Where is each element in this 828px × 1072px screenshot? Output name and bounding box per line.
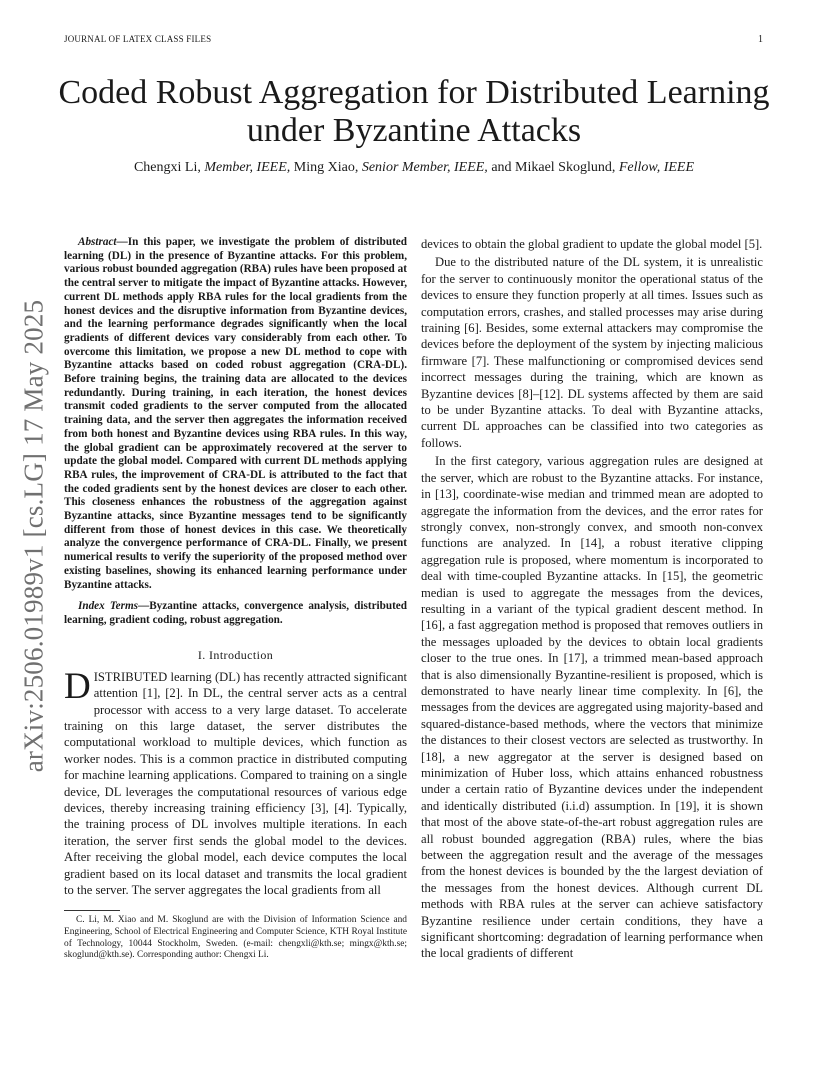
intro-paragraph-2: Due to the distributed nature of the DL system, it is unrealistic for the server to continuously monitor the operational status of the devices to ensure they function properly at all times. Issues such as computation errors, crashes, and stalled processes may arise during training [6]. Besides, some external attackers may compromise the devices before the deployment of the system by injecting malicious firmware [7]. These malfunctioning or compromised devices send incorrect messages during the training, which are known as Byzantine devices [8]–[12]. DL systems affected by them are said to be under Byzantine attacks. To deal with Byzantine attacks, current DL approaches can be classified into two categories as follows. xyxy=(421,255,763,450)
arxiv-identifier-text: arXiv:2506.01989v1 [cs.LG] 17 May 2025 xyxy=(18,299,49,773)
abstract xyxy=(64,236,407,592)
arxiv-side-identifier xyxy=(6,296,62,776)
author-1-role: Member, IEEE, xyxy=(204,160,291,175)
page-number: 1 xyxy=(758,34,763,45)
affiliation-footnote: C. Li, M. Xiao and M. Skoglund are with the Division of Information Science and Engineering, School of Electrical Engineering and Computer Science, KTH Royal Institute of Technology, 10044 Stockholm, Sweden. (e-mail: chengxli@kth.se; mingx@kth.se; skoglund@kth.se). Corresponding author: Chengxi Li. xyxy=(64,915,407,961)
index-terms-label: Index Terms xyxy=(78,600,139,613)
drop-cap: D xyxy=(64,665,91,707)
intro-paragraph-1-continued: devices to obtain the global gradient to update the global model [5]. xyxy=(421,237,763,251)
abstract-text: —In this paper, we investigate the problem of distributed learning (DL) in the presence of Byzantine attacks. For this problem, various robust bounded aggregation (RBA) rules have been proposed at the central server to mitigate the impact of Byzantine attacks. However, current DL methods apply RBA rules for the local gradients from the honest devices and the disruptive information from Byzantine devices, and the learning performance degrades significantly when the local gradients of different devices vary considerably from each other. To overcome this limitation, we propose a new DL method to cope with Byzantine attacks based on coded robust aggregation (CRA-DL). Before training begins, the training data are allocated to the devices redundantly. During training, in each iteration, the honest devices transmit coded gradients to the server computed from the allocated training data, and the server then aggregates the information received from both honest and Byzantine devices using RBA rules. In this way, the global gradient can be approximately recovered at the server to update the global model. Compared with current DL methods applying RBA rules, the improvement of CRA-DL is attributed to the fact that the coded gradients sent by the honest devices are closer to each other. This closeness enhances the robustness of the aggregation against Byzantine attacks, since Byzantine messages tend to be significantly different from those of honest devices in this case. We theoretically analyze the convergence performance of CRA-DL. Finally, we present numerical results to verify the superiority of the proposed method over existing baselines, showing its enhanced learning performance under Byzantine attacks. xyxy=(64,236,407,591)
author-2-role: Senior Member, IEEE, xyxy=(361,160,488,175)
left-column xyxy=(64,236,407,962)
abstract-label: Abstract xyxy=(78,236,117,248)
author-list xyxy=(40,160,788,176)
intro-paragraph-1-text: ISTRIBUTED learning (DL) has recently attracted significant attention [1], [2]. In DL, the central server acts as a central processor with access to a very large dataset. To accelerate training on this large dataset, the server distributes the computational workload to multiple devices, which function as worker nodes. This is a common practice in distributed computing for machine learning applications. Compared to training on a single device, DL leverages the computational resources of various edge devices, thereby increasing training efficiency [3], [4]. Typically, the training process of DL involves multiple iterations. In each iteration, the server first sends the global model to the devices. After receiving the global model, each device computes the local gradient based on its local dataset and transmits the local gradient to the server. The server aggregates the local gradients from all xyxy=(64,669,407,897)
journal-header: JOURNAL OF LATEX CLASS FILES xyxy=(64,34,212,44)
author-2-name: Ming Xiao, xyxy=(293,160,359,175)
index-terms xyxy=(64,600,407,627)
author-3-role: Fellow, IEEE xyxy=(618,160,695,175)
intro-paragraph-3: In the first category, various aggregation rules are designed at the server, which are robust to the Byzantine attacks. For instance, in [13], coordinate-wise median and trimmed mean are adopted to aggregate the information from the devices, and the error rates for strongly convex, non-strongly convex, and smooth non-convex functions are analyzed. In [14], a robust iterative clipping aggregation rule is proposed, where momentum is incorporated to deal with time-coupled Byzantine attacks. In [15], the geometric median is used to aggregate the messages from the devices, resulting in a variant of the typical gradient descent method. In [16], a fast aggregation method is proposed that removes outliers in the messages uploaded by the devices to obtain local gradients closer to the true ones. In [17], a trimmed mean-based approach that is also dimensionally Byzantine-resilient is proposed, which is demonstrated to have nearly linear time complexity. In [6], the messages from the devices are aggregated using majority-based and squared-distance-based methods, where the vectors that minimize the distances to their closest vectors are selected as trustworthy. In [18], a new aggregator at the server is designed based on minimization of Huber loss, which attains enhanced robustness under a certain ratio of Byzantine devices under the independent and identically distributed (i.i.d) assumption. In [19], it is shown that most of the above state-of-the-art robust aggregation rules are all robust bounded aggregation (RBA) rules, where the bias between the aggregation result and the average of the messages from the honest devices is bounded by the the largest deviation of the messages from the honest devices. Although current DL methods with RBA rules at the server can achieve satisfactory Byzantine resilience under certain conditions, they have a significant shortcoming: degradation of learning performance when the local gradients of different xyxy=(421,454,764,961)
paper-title: Coded Robust Aggregation for Distributed Learning under Byzantine Attacks xyxy=(58,74,770,149)
intro-paragraph-1 xyxy=(64,665,407,899)
section-heading-introduction: I. Introduction xyxy=(197,647,274,662)
index-terms-text: —Byzantine attacks, convergence analysis, distributed learning, gradient coding, robust aggregation. xyxy=(64,600,407,626)
right-column xyxy=(421,236,763,962)
footnote-divider xyxy=(64,910,120,911)
author-1-name: Chengxi Li, xyxy=(133,160,201,175)
author-3-name: and Mikael Skoglund, xyxy=(491,160,616,175)
